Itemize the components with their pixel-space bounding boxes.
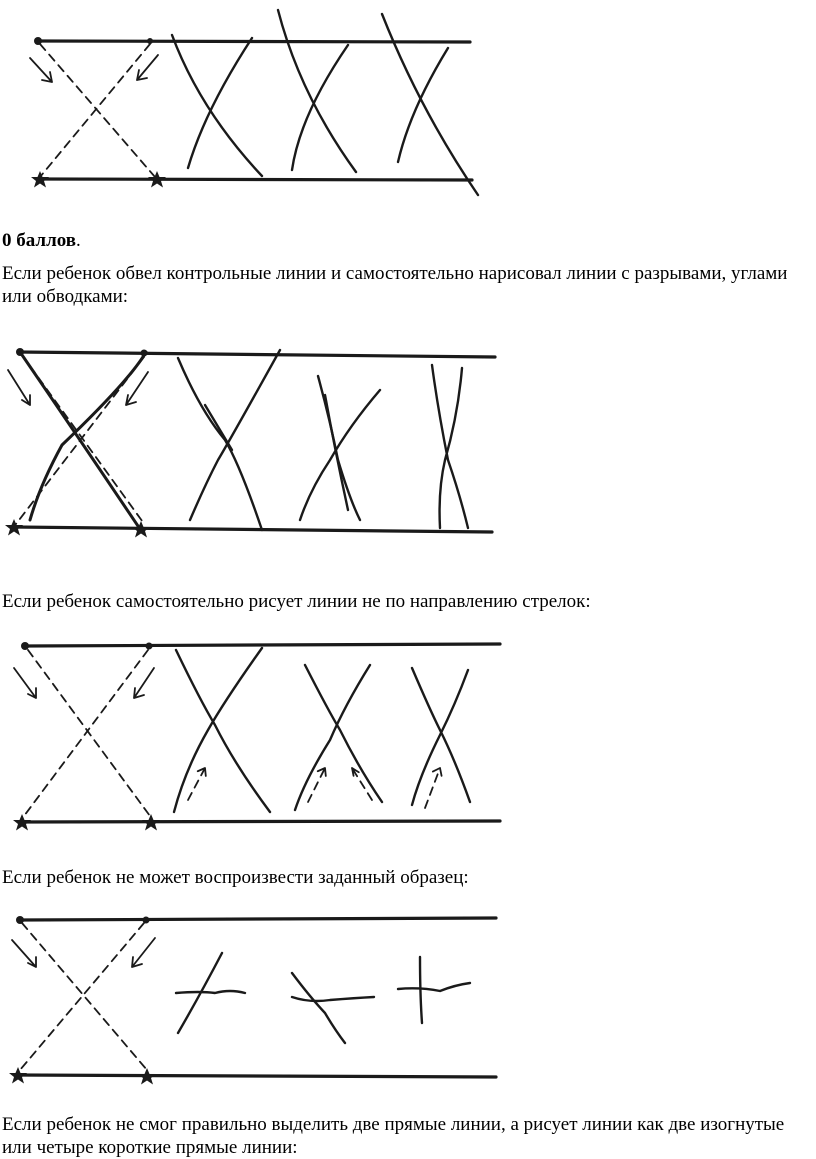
paragraph-1: Если ребенок обвел контрольные линии и самостоятельно нарисовал линии с разрывами, углами или обводками: bbox=[2, 263, 788, 307]
paragraph-2: Если ребенок самостоятельно рисует линии не по направлению стрелок: bbox=[2, 591, 591, 612]
figure-example-2 bbox=[0, 310, 816, 560]
figure-example-4 bbox=[0, 905, 816, 1090]
paragraph-4: Если ребенок не смог правильно выделить две прямые линии, а рисует линии как две изогнутые или четыре короткие прямые линии: bbox=[2, 1114, 785, 1158]
figure-example-3 bbox=[0, 630, 816, 835]
figure-example-1 bbox=[0, 0, 816, 215]
score-suffix: . bbox=[76, 230, 81, 251]
paragraph-3: Если ребенок не может воспроизвести заданный образец: bbox=[2, 867, 469, 888]
score-label: 0 баллов bbox=[2, 230, 77, 251]
score-heading bbox=[2, 229, 81, 252]
